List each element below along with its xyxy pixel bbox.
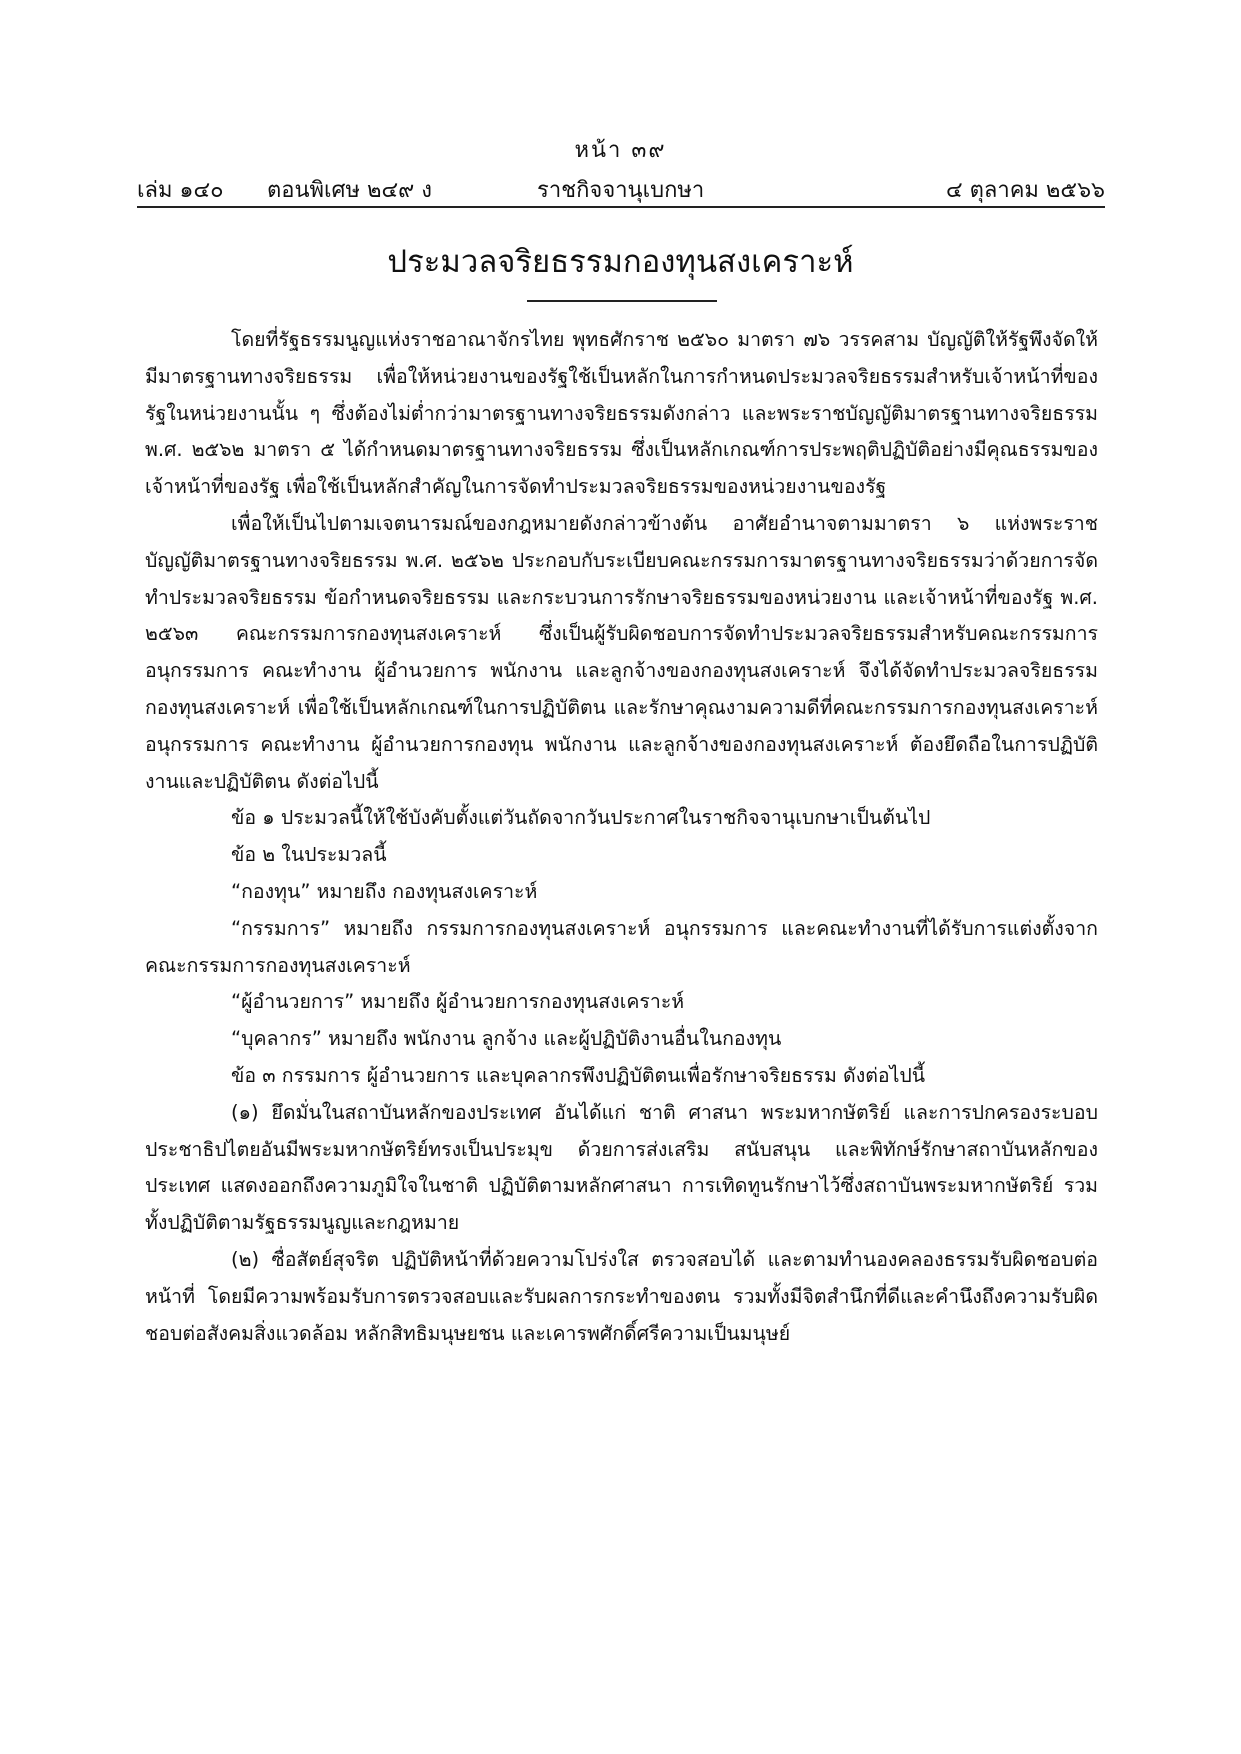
publication-date: ๔ ตุลาคม ๒๕๖๖ bbox=[945, 178, 1105, 203]
definition-fund: “กองทุน” หมายถึง กองทุนสงเคราะห์ bbox=[231, 879, 538, 903]
header-divider bbox=[137, 206, 1105, 208]
clause-3-item-1: (๑) ยึดมั่นในสถาบันหลักของประเทศ อันได้แก่ ชาติ ศาสนา พระมหากษัตริย์ และการปกครองระบอบประชาธิปไตยอันมีพระมหากษัตริย์ทรงเป็นประมุข ด้วยการส่งเสริม สนับสนุน และพิทักษ์รักษาสถาบันหลักของประเทศ แสดงออกถึงความภูมิใจในชาติ ปฏิบัติตามหลักศาสนา การเทิดทูนรักษาไว้ซึ่งสถาบันพระมหากษัตริย์ รวมทั้งปฏิบัติตามรัฐธรรมนูญและกฎหมาย bbox=[145, 1100, 1098, 1235]
definition-personnel: “บุคลากร” หมายถึง พนักงาน ลูกจ้าง และผู้ปฏิบัติงานอื่นในกองทุน bbox=[231, 1027, 782, 1051]
paragraph-preamble: โดยที่รัฐธรรมนูญแห่งราชอาณาจักรไทย พุทธศักราช ๒๕๖๐ มาตรา ๗๖ วรรคสาม บัญญัติให้รัฐพึงจัดให้มีมาตรฐานทางจริยธรรม เพื่อให้หน่วยงานของรัฐใช้เป็นหลักในการกำหนดประมวลจริยธรรมสำหรับเจ้าหน้าที่ของรัฐในหน่วยงานนั้น ๆ ซึ่งต้องไม่ต่ำกว่ามาตรฐานทางจริยธรรมดังกล่าว และพระราชบัญญัติมาตรฐานทางจริยธรรม พ.ศ. ๒๕๖๒ มาตรา ๕ ได้กำหนดมาตรฐานทางจริยธรรม ซึ่งเป็นหลักเกณฑ์การประพฤติปฏิบัติอย่างมีคุณธรรมของเจ้าหน้าที่ของรัฐ เพื่อใช้เป็นหลักสำคัญในการจัดทำประมวลจริยธรรมของหน่วยงานของรัฐ bbox=[145, 328, 1098, 499]
document-title: ประมวลจริยธรรมกองทุนสงเคราะห์ bbox=[387, 244, 854, 280]
paragraph-authority: เพื่อให้เป็นไปตามเจตนารมณ์ของกฎหมายดังกล่าวข้างต้น อาศัยอำนาจตามมาตรา ๖ แห่งพระราชบัญญัติมาตรฐานทางจริยธรรม พ.ศ. ๒๕๖๒ ประกอบกับระเบียบคณะกรรมการมาตรฐานทางจริยธรรมว่าด้วยการจัดทำประมวลจริยธรรม ข้อกำหนดจริยธรรม และกระบวนการรักษาจริยธรรมของหน่วยงาน และเจ้าหน้าที่ของรัฐ พ.ศ. ๒๕๖๓ คณะกรรมการกองทุนสงเคราะห์ ซึ่งเป็นผู้รับผิดชอบการจัดทำประมวลจริยธรรมสำหรับคณะกรรมการ อนุกรรมการ คณะทำงาน ผู้อำนวยการ พนักงาน และลูกจ้างของกองทุนสงเคราะห์ จึงได้จัดทำประมวลจริยธรรมกองทุนสงเคราะห์ เพื่อใช้เป็นหลักเกณฑ์ในการปฏิบัติตน และรักษาคุณงามความดีที่คณะกรรมการกองทุนสงเคราะห์ อนุกรรมการ คณะทำงาน ผู้อำนวยการกองทุน พนักงาน และลูกจ้างของกองทุนสงเคราะห์ ต้องยึดถือในการปฏิบัติงานและปฏิบัติตน ดังต่อไปนี้ bbox=[145, 511, 1098, 793]
issue-label: ตอนพิเศษ ๒๔๙ ง bbox=[267, 178, 433, 203]
clause-2: ข้อ ๒ ในประมวลนี้ bbox=[231, 843, 387, 867]
definition-director: “ผู้อำนวยการ” หมายถึง ผู้อำนวยการกองทุนสงเคราะห์ bbox=[231, 990, 685, 1014]
clause-3-item-2: (๒) ซื่อสัตย์สุจริต ปฏิบัติหน้าที่ด้วยความโปร่งใส ตรวจสอบได้ และตามทำนองคลองธรรมรับผิดชอบต่อหน้าที่ โดยมีความพร้อมรับการตรวจสอบและรับผลการกระทำของตน รวมทั้งมีจิตสำนึกที่ดีและคำนึงถึงความรับผิดชอบต่อสังคมสิ่งแวดล้อม หลักสิทธิมนุษยชน และเคารพศักดิ์ศรีความเป็นมนุษย์ bbox=[145, 1247, 1098, 1345]
clause-1: ข้อ ๑ ประมวลนี้ให้ใช้บังคับตั้งแต่วันถัดจากวันประกาศในราชกิจจานุเบกษาเป็นต้นไป bbox=[231, 806, 931, 830]
document-body bbox=[145, 322, 1098, 1352]
gazette-header bbox=[137, 172, 1105, 206]
clause-3: ข้อ ๓ กรรมการ ผู้อำนวยการ และบุคลากรพึงปฏิบัติตนเพื่อรักษาจริยธรรม ดังต่อไปนี้ bbox=[231, 1063, 926, 1087]
gazette-name: ราชกิจจานุเบกษา bbox=[537, 178, 705, 203]
title-underline bbox=[527, 300, 717, 302]
page-number: หน้า ๓๙ bbox=[574, 138, 667, 163]
definition-committee: “กรรมการ” หมายถึง กรรมการกองทุนสงเคราะห์ อนุกรรมการ และคณะทำงานที่ได้รับการแต่งตั้งจากคณะกรรมการกองทุนสงเคราะห์ bbox=[145, 916, 1098, 977]
volume-label: เล่ม ๑๔๐ bbox=[137, 178, 224, 203]
